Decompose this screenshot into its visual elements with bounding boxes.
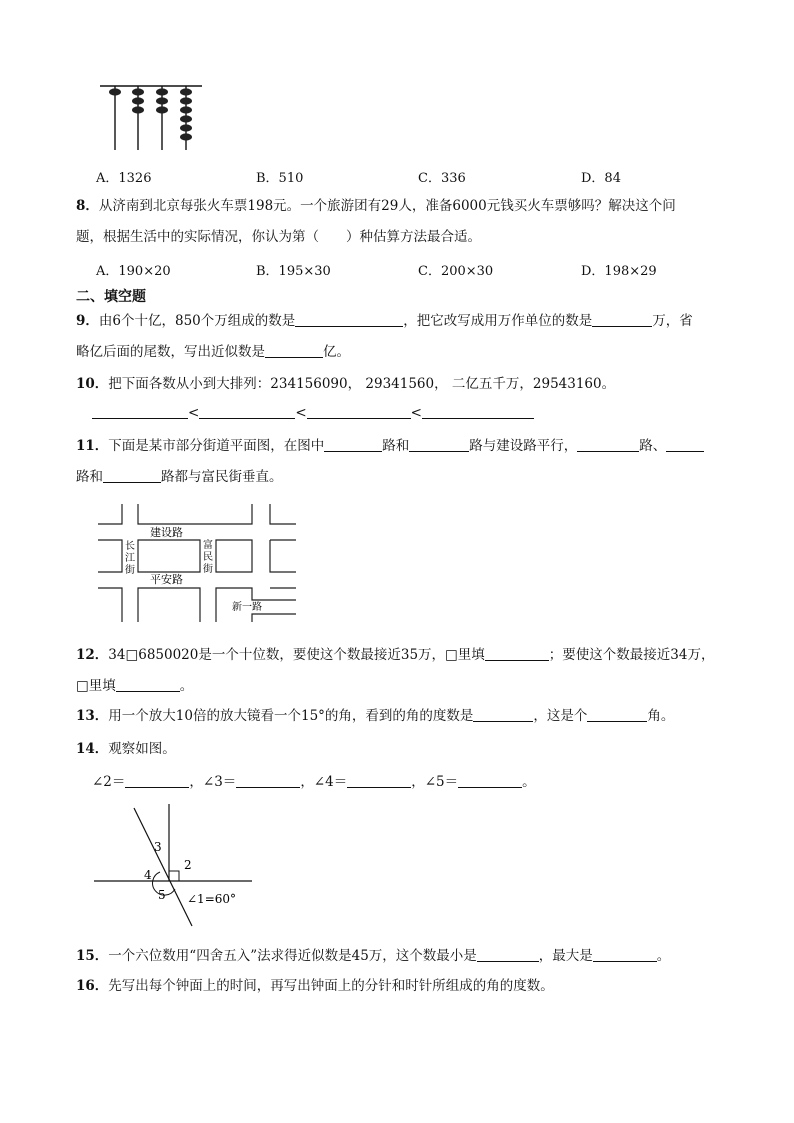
q14-angle3-label: ，∠3＝ bbox=[189, 774, 237, 790]
q10-number: 10． bbox=[76, 376, 109, 392]
q16-line bbox=[76, 977, 554, 995]
q10-blank-4[interactable] bbox=[422, 404, 534, 419]
q8-line2: 题，根据生活中的实际情况，你认为第（ ）种估算方法最合适。 bbox=[76, 229, 481, 245]
q13-text-3: 角。 bbox=[647, 708, 675, 724]
q9-blank-2[interactable] bbox=[592, 312, 652, 327]
angle-4-label: 4 bbox=[144, 868, 152, 882]
q11-blank-3[interactable] bbox=[577, 437, 639, 452]
q11-text-1: 下面是某市部分街道平面图，在图中 bbox=[108, 438, 325, 454]
q16-text: 先写出每个钟面上的时间，再写出钟面上的分针和时针所组成的角的度数。 bbox=[108, 978, 554, 994]
q15-line bbox=[76, 947, 670, 965]
q14-blank-angle4[interactable] bbox=[347, 773, 411, 788]
q9-text-4: 略亿后面的尾数，写出近似数是 bbox=[76, 344, 265, 360]
map-label-xinyi: 新一路 bbox=[232, 602, 262, 613]
map-label-fumin-3: 街 bbox=[203, 564, 213, 575]
q8-line1 bbox=[76, 197, 676, 215]
q15-blank-2[interactable] bbox=[593, 947, 657, 962]
q14-blank-angle5[interactable] bbox=[458, 773, 522, 788]
q13-line bbox=[76, 707, 674, 725]
q14-end: 。 bbox=[522, 774, 536, 790]
q10-answer-line bbox=[92, 404, 534, 422]
abacus-figure bbox=[96, 80, 206, 152]
q12-line2 bbox=[76, 677, 193, 695]
q7-option-c[interactable]: C．336 bbox=[418, 171, 466, 186]
map-label-changjiang-1: 长 bbox=[125, 541, 135, 552]
q14-angle2-label: ∠2＝ bbox=[92, 774, 126, 790]
map-label-fumin-1: 富 bbox=[203, 540, 213, 551]
q9-number: 9． bbox=[76, 313, 99, 329]
q7-option-a[interactable]: A．1326 bbox=[96, 171, 152, 186]
q12-text-4: 。 bbox=[179, 678, 194, 694]
q10-lt-1: < bbox=[188, 405, 200, 421]
q15-text-2: ，最大是 bbox=[538, 948, 593, 964]
map-label-fumin-2: 民 bbox=[203, 552, 213, 563]
angle-2-label: 2 bbox=[184, 858, 192, 872]
q8-number: 8． bbox=[76, 198, 99, 214]
q9-blank-3[interactable] bbox=[265, 343, 323, 358]
q8-option-d[interactable]: D．198×29 bbox=[581, 264, 657, 279]
q12-line1 bbox=[76, 646, 714, 664]
q12-text-3: □里填 bbox=[76, 678, 116, 694]
q11-text-2: 路和 bbox=[382, 438, 410, 454]
q11-blank-4[interactable] bbox=[666, 437, 704, 452]
q10-blank-1[interactable] bbox=[92, 404, 188, 419]
q14-number: 14． bbox=[76, 741, 109, 757]
q8-option-b[interactable]: B．195×30 bbox=[256, 264, 331, 279]
q11-text-6: 路都与富民街垂直。 bbox=[161, 469, 283, 485]
q12-blank-1[interactable] bbox=[485, 646, 549, 661]
q12-text-1: 34□6850020是一个十位数，要使这个数最接近35万，□里填 bbox=[108, 647, 485, 663]
q7-option-b[interactable]: B．510 bbox=[256, 171, 304, 186]
q15-text-3: 。 bbox=[656, 948, 671, 964]
q11-text-3: 路与建设路平行， bbox=[469, 438, 578, 454]
q14-angle4-label: ，∠4＝ bbox=[300, 774, 348, 790]
q11-blank-5[interactable] bbox=[103, 468, 161, 483]
q11-blank-2[interactable] bbox=[409, 437, 469, 452]
q11-text-5: 路和 bbox=[76, 469, 103, 485]
q15-text-1: 一个六位数用“四舍五入”法求得近似数是45万，这个数最小是 bbox=[108, 948, 477, 964]
q14-blank-angle3[interactable] bbox=[236, 773, 300, 788]
q11-text-4: 路、 bbox=[639, 438, 667, 454]
q9-text-2: ，把它改写成用万作单位的数是 bbox=[403, 313, 593, 329]
angle-5-label: 5 bbox=[158, 888, 166, 902]
q14-text: 观察如图。 bbox=[108, 741, 176, 757]
q8-option-a[interactable]: A．190×20 bbox=[96, 264, 171, 279]
map-label-changjiang-2: 江 bbox=[125, 553, 135, 564]
q15-number: 15． bbox=[76, 948, 109, 964]
q12-blank-2[interactable] bbox=[116, 677, 180, 692]
q14-angle5-label: ，∠5＝ bbox=[411, 774, 459, 790]
q9-line1 bbox=[76, 312, 693, 330]
q11-blank-1[interactable] bbox=[324, 437, 382, 452]
q13-blank-1[interactable] bbox=[473, 707, 533, 722]
map-label-jianshe: 建设路 bbox=[150, 526, 183, 539]
q14-answer-line bbox=[92, 773, 536, 791]
q10-text: 把下面各数从小到大排列：234156090， 29341560， 二亿五千万，29543160。 bbox=[108, 376, 616, 392]
q10-lt-3: < bbox=[410, 405, 422, 421]
q13-number: 13． bbox=[76, 708, 109, 724]
q14-line1 bbox=[76, 740, 176, 758]
q9-text-1: 由6个十亿，850个万组成的数是 bbox=[98, 313, 296, 329]
q13-blank-2[interactable] bbox=[587, 707, 647, 722]
section-title-fill-in: 二、填空题 bbox=[76, 289, 146, 305]
q9-line2 bbox=[76, 343, 350, 361]
q9-text-5: 亿。 bbox=[323, 344, 350, 360]
q11-line1 bbox=[76, 437, 704, 455]
q15-blank-1[interactable] bbox=[477, 947, 539, 962]
map-label-pingan: 平安路 bbox=[150, 573, 183, 586]
q10-lt-2: < bbox=[295, 405, 307, 421]
q10-blank-3[interactable] bbox=[307, 404, 411, 419]
q9-text-3: 万，省 bbox=[652, 313, 693, 329]
angle-1-given: ∠1=60° bbox=[187, 892, 237, 906]
q9-blank-1[interactable] bbox=[295, 312, 403, 327]
q8-option-c[interactable]: C．200×30 bbox=[418, 264, 494, 279]
q11-number: 11． bbox=[76, 438, 109, 454]
q13-text-1: 用一个放大10倍的放大镜看一个15°的角，看到的角的度数是 bbox=[108, 708, 474, 724]
q12-number: 12． bbox=[76, 647, 109, 663]
street-map-figure bbox=[96, 502, 300, 624]
q12-text-2: ；要使这个数最接近34万， bbox=[548, 647, 715, 663]
map-label-changjiang-3: 街 bbox=[125, 565, 135, 576]
q13-text-2: ，这是个 bbox=[533, 708, 588, 724]
angle-figure bbox=[90, 800, 260, 932]
q8-text-1: 从济南到北京每张火车票198元。一个旅游团有29人，准备6000元钱买火车票够吗？解决这个问 bbox=[98, 198, 676, 214]
q16-number: 16． bbox=[76, 978, 109, 994]
q7-option-d[interactable]: D．84 bbox=[581, 171, 621, 186]
q10-blank-2[interactable] bbox=[199, 404, 295, 419]
angle-3-label: 3 bbox=[154, 840, 162, 854]
q14-blank-angle2[interactable] bbox=[125, 773, 189, 788]
q11-line2 bbox=[76, 468, 283, 486]
q10-line1 bbox=[76, 375, 615, 393]
